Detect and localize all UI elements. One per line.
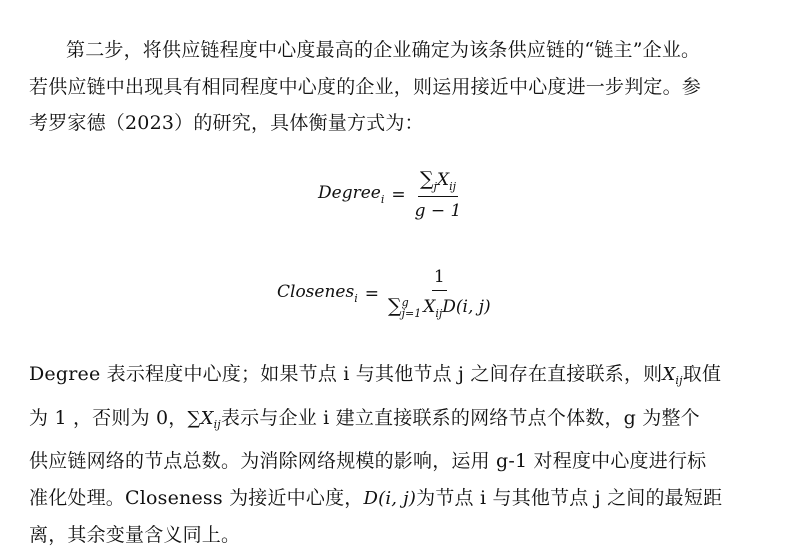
text-line: 第二步，将供应链程度中心度最高的企业确定为该条供应链的“链主”企业。 bbox=[66, 39, 701, 61]
fraction-denominator: g − 1 bbox=[414, 201, 462, 221]
text-line: 考罗家德（2023）的研究，具体衡量方式为： bbox=[29, 112, 424, 134]
paragraph-step-two bbox=[29, 32, 767, 142]
fraction bbox=[413, 168, 464, 221]
text-line: 供应链网络的节点总数。为消除网络规模的影响，运用 g-1 对程度中心度进行标 bbox=[29, 450, 707, 472]
text-line: Degree 表示程度中心度；如果节点 i 与其他节点 j 之间存在直接联系，则$X_{ij}$取值 bbox=[29, 363, 722, 387]
paragraph-definitions bbox=[29, 356, 767, 554]
sigma-limits: g j=1 bbox=[401, 295, 422, 320]
text-line: 准化处理。Closeness 为接近中心度，D(i, j)为节点 i 与其他节点 j 之间的最短距 bbox=[29, 486, 723, 509]
fraction-numerator: $\sum_jX_{ij}$ bbox=[418, 168, 458, 197]
text-line: 离，其余变量含义同上。 bbox=[29, 524, 241, 546]
formula-lhs: Closenes$_i$ bbox=[277, 282, 358, 305]
formula-lhs: Degree$_i$ bbox=[318, 183, 385, 206]
fraction-numerator: 1 bbox=[432, 267, 447, 291]
inline-math: D(i, j) bbox=[363, 487, 417, 509]
equals-sign: = bbox=[391, 184, 406, 205]
equals-sign: = bbox=[364, 283, 379, 304]
fraction bbox=[386, 267, 493, 320]
degree-formula bbox=[318, 168, 463, 221]
closeness-formula bbox=[277, 267, 493, 320]
text-line: 若供应链中出现具有相同程度中心度的企业，则运用接近中心度进一步判定。参 bbox=[29, 75, 702, 98]
fraction-denominator: ∑ g j=1 $X_{ij}D(i$, j) bbox=[387, 295, 491, 320]
text-line: 为 1 ，否则为 0，$\sum X_{ij}$表示与企业 i 建立直接联系的网络节点个体数，g 为整个 bbox=[29, 406, 700, 431]
inline-math: $X_{ij}$ bbox=[662, 364, 683, 387]
inline-math: $\sum X_{ij}$ bbox=[187, 407, 221, 431]
